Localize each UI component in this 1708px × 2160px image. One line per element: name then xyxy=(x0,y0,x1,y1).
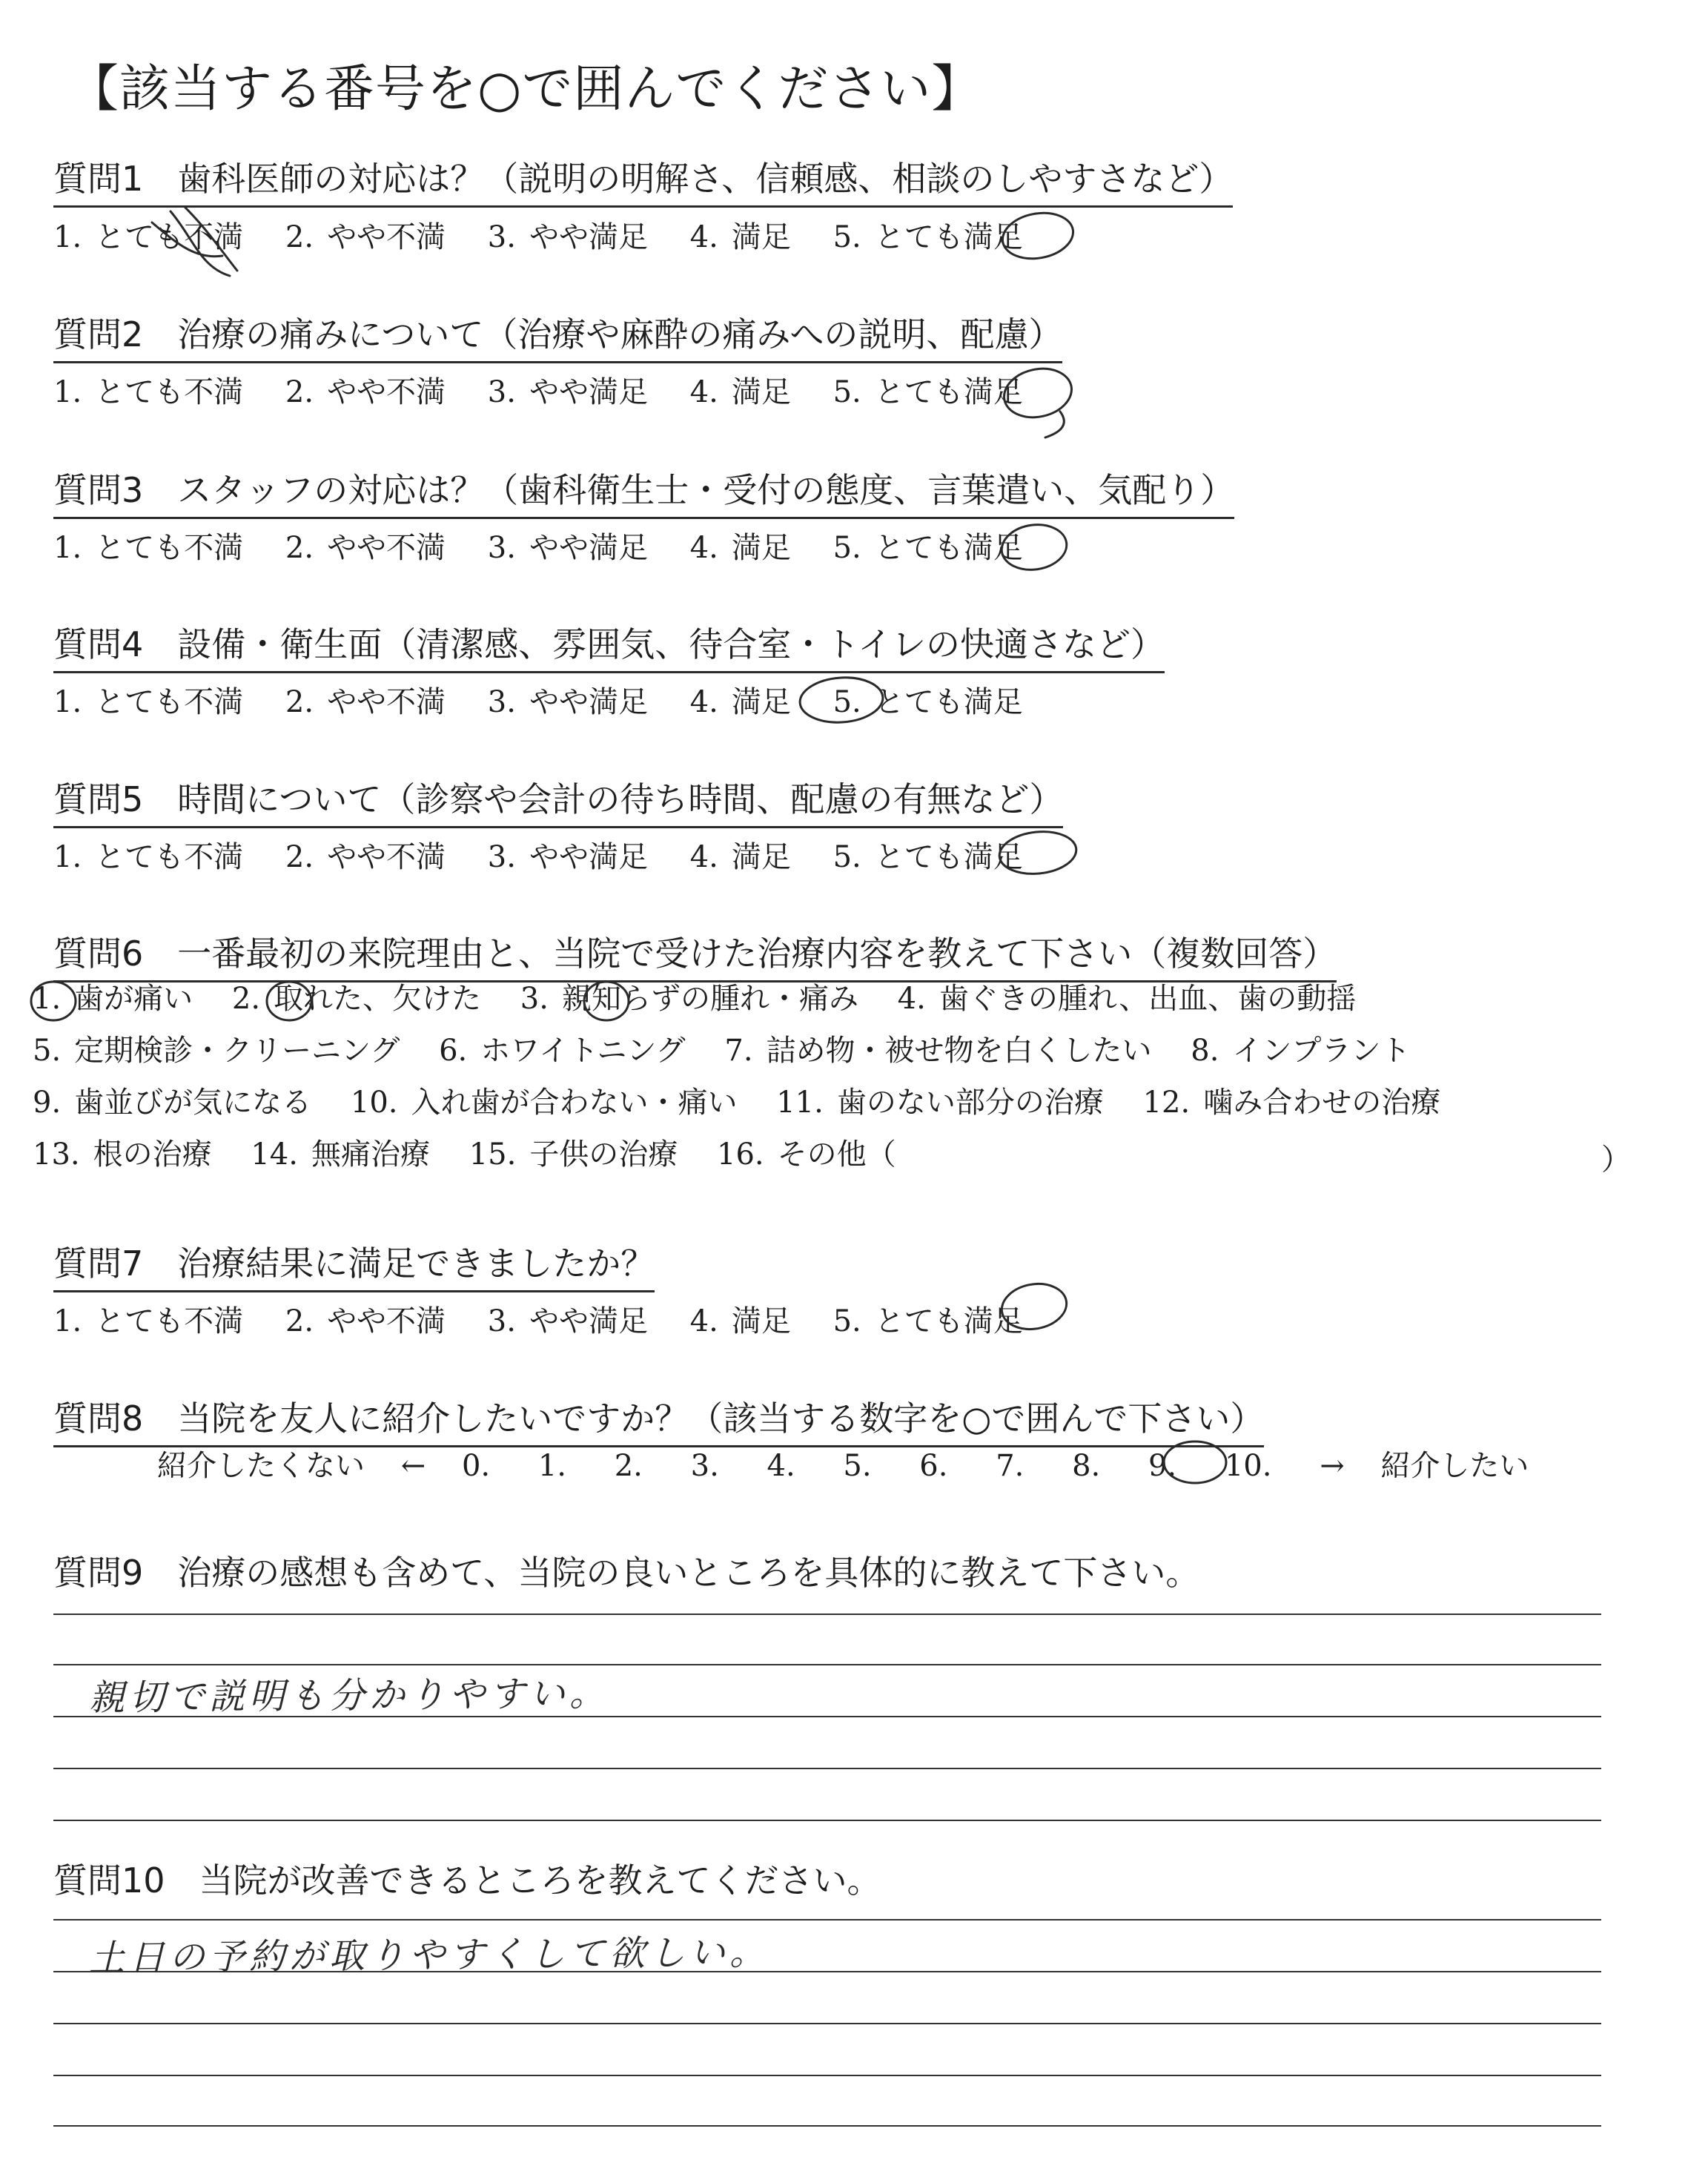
q6-item-2[interactable]: 2. 取れた、欠けた xyxy=(231,982,482,1016)
question-7-options xyxy=(53,1298,1056,1340)
q7-option-5[interactable]: 5. とても満足 xyxy=(833,1304,1023,1338)
q7-option-3[interactable]: 3. やや満足 xyxy=(487,1304,648,1338)
q8-score-4[interactable]: 4. xyxy=(767,1449,795,1483)
q8-left-label: 紹介したくない xyxy=(157,1449,365,1483)
question-6-title: 質問6 一番最初の来院理由と、当院で受けた治療内容を教えて下さい（複数回答） xyxy=(53,927,1337,982)
question-2-options xyxy=(53,369,1056,411)
q7-option-2[interactable]: 2. やや不満 xyxy=(285,1304,446,1338)
q7-option-4[interactable]: 4. 満足 xyxy=(689,1304,791,1338)
q3-option-3[interactable]: 3. やや満足 xyxy=(487,531,648,565)
q5-option-5[interactable]: 5. とても満足 xyxy=(833,840,1023,874)
q2-option-1[interactable]: 1. とても不満 xyxy=(53,375,244,409)
q9-answer-line-1 xyxy=(53,1614,1601,1615)
q8-right-label: 紹介したい xyxy=(1380,1449,1529,1483)
q8-score-2[interactable]: 2. xyxy=(614,1449,643,1483)
q6-item-16[interactable]: 16. その他（ xyxy=(717,1137,896,1172)
question-4-options xyxy=(53,678,1056,721)
q1-option-5[interactable]: 5. とても満足 xyxy=(833,220,1023,254)
question-4-title: 質問4 設備・衛生面（清潔感、雰囲気、待合室・トイレの快適さなど） xyxy=(53,618,1165,673)
q6-item-13[interactable]: 13. 根の治療 xyxy=(33,1137,212,1172)
q4-option-3[interactable]: 3. やや満足 xyxy=(487,685,648,719)
q8-score-5[interactable]: 5. xyxy=(843,1449,872,1483)
q6-item-7[interactable]: 7. 詰め物・被せ物を白くしたい xyxy=(724,1034,1152,1068)
q2-circle-tail-mark xyxy=(1045,412,1064,437)
q5-option-2[interactable]: 2. やや不満 xyxy=(285,840,446,874)
q8-left-arrow: ← xyxy=(400,1449,426,1483)
q8-right-arrow: → xyxy=(1320,1449,1345,1483)
q8-score-7[interactable]: 7. xyxy=(996,1449,1025,1483)
q3-option-2[interactable]: 2. やや不満 xyxy=(285,531,446,565)
q3-option-1[interactable]: 1. とても不満 xyxy=(53,531,244,565)
q2-option-3[interactable]: 3. やや満足 xyxy=(487,375,648,409)
instruction-header: 【該当する番号を○で囲んでください】 xyxy=(68,60,983,119)
q10-handwritten-answer[interactable]: 土日の予約が取りやすくして欲しい。 xyxy=(88,1931,770,1980)
question-1-title: 質問1 歯科医師の対応は？（説明の明解さ、信頼感、相談のしやすさなど） xyxy=(53,152,1233,208)
question-3-options xyxy=(53,524,1056,567)
question-1-options xyxy=(53,214,1056,256)
q6-item-3[interactable]: 3. 親知らずの腫れ・痛み xyxy=(520,982,858,1016)
q1-option-4[interactable]: 4. 満足 xyxy=(689,220,791,254)
q1-option-2[interactable]: 2. やや不満 xyxy=(285,220,446,254)
question-9-title: 質問9 治療の感想も含めて、当院の良いところを具体的に教えて下さい。 xyxy=(53,1553,1200,1593)
q10-answer-line-3 xyxy=(53,2023,1601,2024)
q8-score-10[interactable]: 10. xyxy=(1224,1449,1272,1483)
q8-recommend-scale xyxy=(157,1442,1555,1484)
question-5-options xyxy=(53,833,1056,876)
q4-option-4[interactable]: 4. 満足 xyxy=(689,685,791,719)
q8-score-1[interactable]: 1. xyxy=(537,1449,567,1483)
q6-item-1[interactable]: 1. 歯が痛い xyxy=(33,982,193,1016)
q6-item-6[interactable]: 6. ホワイトニング xyxy=(439,1034,686,1068)
q6-item-8[interactable]: 8. インプラント xyxy=(1191,1034,1411,1068)
q8-score-6[interactable]: 6. xyxy=(919,1449,948,1483)
q1-option-3[interactable]: 3. やや満足 xyxy=(487,220,648,254)
question-5-title: 質問5 時間について（診察や会計の待ち時間、配慮の有無など） xyxy=(53,773,1063,828)
question-2-title: 質問2 治療の痛みについて（治療や麻酔の痛みへの説明、配慮） xyxy=(53,308,1062,363)
q2-option-5[interactable]: 5. とても満足 xyxy=(833,375,1023,409)
question-7-title: 質問7 治療結果に満足できましたか？ xyxy=(53,1237,655,1292)
q3-option-5[interactable]: 5. とても満足 xyxy=(833,531,1023,565)
q6-row-4 xyxy=(33,1129,1470,1180)
q10-answer-line-5 xyxy=(53,2125,1601,2127)
q7-option-1[interactable]: 1. とても不満 xyxy=(53,1304,244,1338)
q4-option-2[interactable]: 2. やや不満 xyxy=(285,685,446,719)
q1-option-1[interactable]: 1. とても不満 xyxy=(53,220,244,254)
q8-score-9[interactable]: 9. xyxy=(1148,1449,1177,1483)
question-10-title: 質問10 当院が改善できるところを教えてください。 xyxy=(53,1860,881,1900)
question-8-title: 質問8 当院を友人に紹介したいですか？（該当する数字を○で囲んで下さい） xyxy=(53,1392,1264,1447)
q2-option-2[interactable]: 2. やや不満 xyxy=(285,375,446,409)
q9-answer-line-2 xyxy=(53,1664,1601,1665)
q6-item-11[interactable]: 11. 歯のない部分の治療 xyxy=(776,1086,1104,1120)
question-6-grid xyxy=(33,973,1470,1180)
q6-item-4[interactable]: 4. 歯ぐきの腫れ、出血、歯の動揺 xyxy=(897,982,1357,1016)
q6-row-2 xyxy=(33,1025,1470,1077)
q8-score-0[interactable]: 0. xyxy=(461,1449,491,1483)
q8-score-8[interactable]: 8. xyxy=(1072,1449,1101,1483)
q2-option-4[interactable]: 4. 満足 xyxy=(689,375,791,409)
q8-score-3[interactable]: 3. xyxy=(690,1449,719,1483)
q6-row-1 xyxy=(33,973,1470,1025)
q5-option-1[interactable]: 1. とても不満 xyxy=(53,840,244,874)
q9-handwritten-answer[interactable]: 親切で説明も分かりやすい。 xyxy=(88,1672,610,1720)
q6-item-9[interactable]: 9. 歯並びが気になる xyxy=(33,1086,312,1120)
q10-answer-line-4 xyxy=(53,2075,1601,2076)
q6-item-14[interactable]: 14. 無痛治療 xyxy=(251,1137,430,1172)
q4-option-5[interactable]: 5. とても満足 xyxy=(833,685,1023,719)
q6-item-12[interactable]: 12. 噛み合わせの治療 xyxy=(1142,1086,1441,1120)
q9-answer-line-5 xyxy=(53,1820,1601,1821)
q3-option-4[interactable]: 4. 満足 xyxy=(689,531,791,565)
question-3-title: 質問3 スタッフの対応は？（歯科衛生士・受付の態度、言葉遣い、気配り） xyxy=(53,463,1234,519)
q10-answer-line-1 xyxy=(53,1919,1601,1920)
q6-item-15[interactable]: 15. 子供の治療 xyxy=(469,1137,678,1172)
q4-option-1[interactable]: 1. とても不満 xyxy=(53,685,244,719)
q6-item-5[interactable]: 5. 定期検診・クリーニング xyxy=(33,1034,400,1068)
q6-row-3 xyxy=(33,1077,1470,1129)
q5-option-3[interactable]: 3. やや満足 xyxy=(487,840,648,874)
q9-answer-line-4 xyxy=(53,1768,1601,1769)
q6-other-close-paren: ） xyxy=(1601,1143,1631,1177)
q5-option-4[interactable]: 4. 満足 xyxy=(689,840,791,874)
q6-item-10[interactable]: 10. 入れ歯が合わない・痛い xyxy=(350,1086,738,1120)
